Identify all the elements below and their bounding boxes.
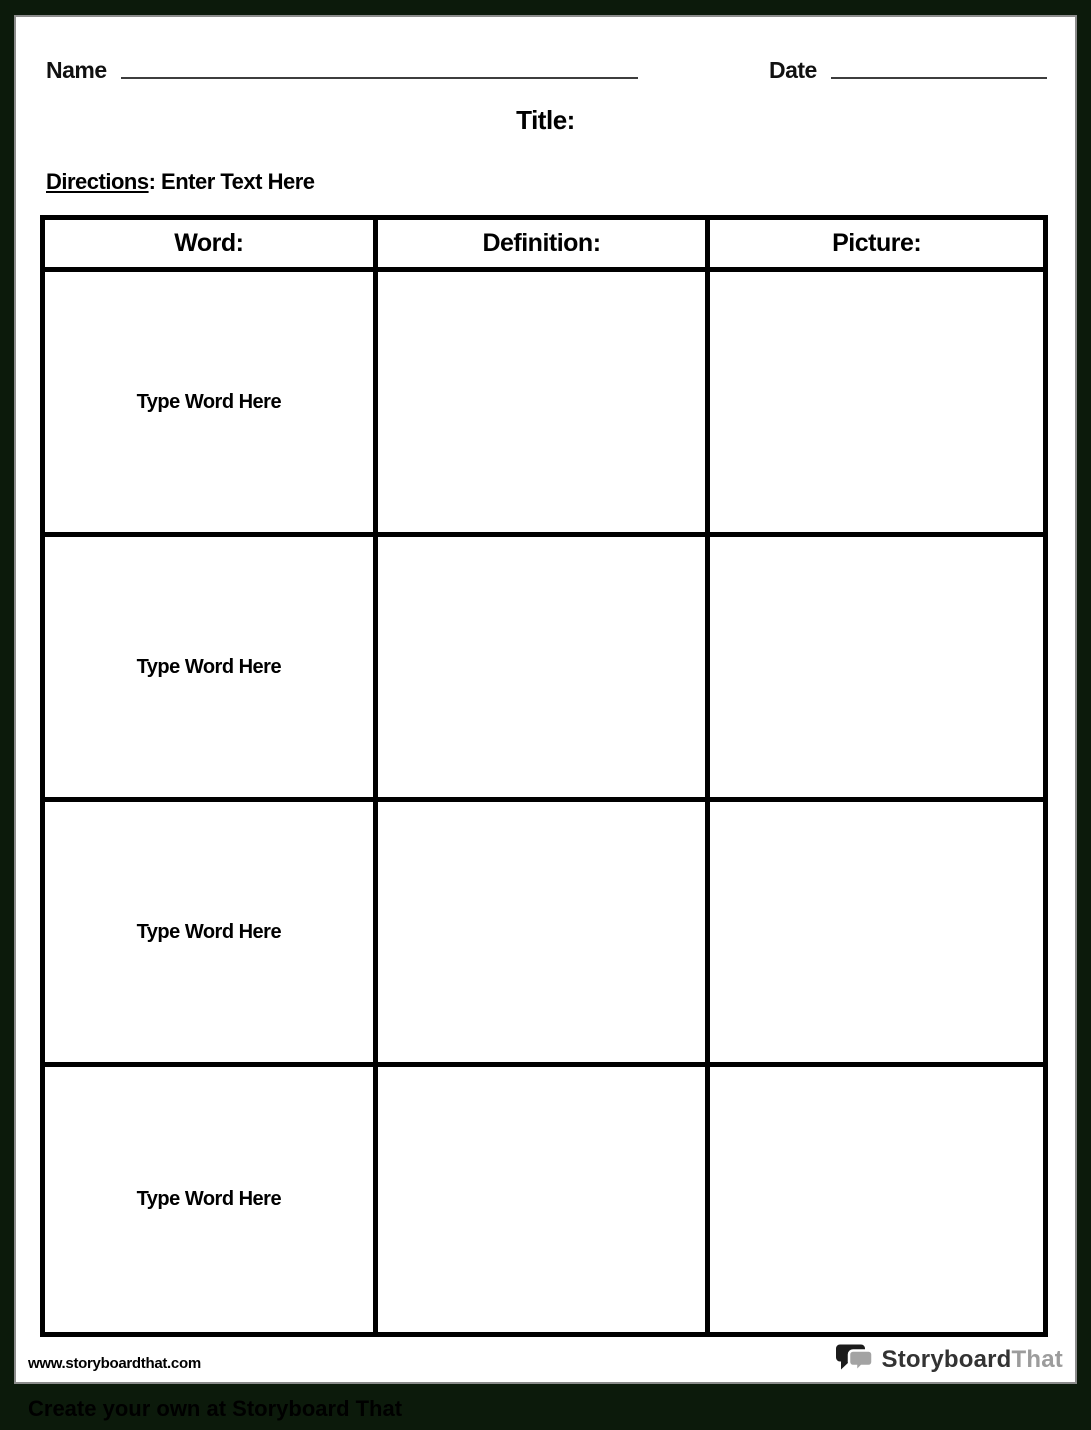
date-line[interactable] — [831, 77, 1047, 79]
page-footer — [28, 1343, 1063, 1376]
date-label: Date — [769, 57, 817, 83]
name-field[interactable] — [46, 59, 638, 82]
name-label: Name — [46, 57, 107, 83]
logo-wordmark — [882, 1346, 1063, 1374]
definition-cell[interactable] — [378, 272, 711, 537]
word-cell[interactable]: Type Word Here — [45, 537, 378, 802]
picture-cell[interactable] — [710, 802, 1043, 1067]
worksheet-page — [14, 15, 1077, 1384]
column-header-picture: Picture: — [710, 220, 1043, 272]
website-url: www.storyboardthat.com — [28, 1355, 201, 1372]
directions[interactable] — [46, 169, 315, 195]
picture-cell[interactable] — [710, 1067, 1043, 1332]
name-date-row — [46, 59, 1047, 82]
picture-cell[interactable] — [710, 537, 1043, 802]
word-cell[interactable]: Type Word Here — [45, 1067, 378, 1332]
word-cell[interactable]: Type Word Here — [45, 802, 378, 1067]
logo-text-primary: Storyboard — [881, 1345, 1012, 1373]
logo-text-secondary: That — [1011, 1345, 1063, 1373]
column-header-definition: Definition: — [378, 220, 711, 272]
storyboardthat-logo — [835, 1343, 1063, 1376]
column-header-word: Word: — [45, 220, 378, 272]
definition-cell[interactable] — [378, 1067, 711, 1332]
vocabulary-table — [40, 215, 1048, 1337]
directions-label: Directions — [46, 169, 149, 194]
banner-text: Create your own at Storyboard That — [28, 1396, 403, 1421]
definition-cell[interactable] — [378, 537, 711, 802]
name-line[interactable] — [121, 77, 638, 79]
create-banner — [28, 1392, 402, 1426]
worksheet-title[interactable]: Title: — [516, 105, 575, 135]
word-cell[interactable]: Type Word Here — [45, 272, 378, 537]
definition-cell[interactable] — [378, 802, 711, 1067]
picture-cell[interactable] — [710, 272, 1043, 537]
date-field[interactable] — [769, 59, 1047, 82]
directions-text: : Enter Text Here — [148, 169, 315, 194]
speech-bubbles-icon — [835, 1343, 875, 1376]
